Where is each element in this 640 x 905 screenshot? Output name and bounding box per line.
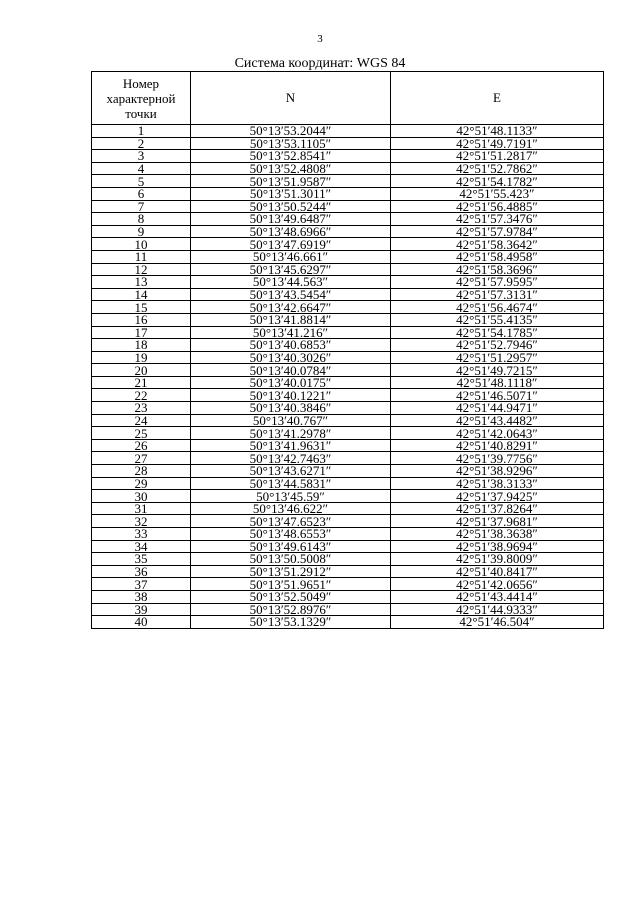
coordinates-table [91,71,604,629]
longitude-e-cell: 42°51′38.9296″ [391,465,604,478]
table-row [92,250,604,263]
point-number-cell: 2 [92,137,191,150]
point-number-cell: 4 [92,162,191,175]
latitude-n-cell: 50°13′52.8541″ [191,150,391,163]
table-row [92,515,604,528]
table-row [92,490,604,503]
point-number-cell: 26 [92,439,191,452]
latitude-n-cell: 50°13′40.3026″ [191,351,391,364]
point-number-cell: 39 [92,603,191,616]
table-row [92,301,604,314]
latitude-n-cell: 50°13′40.1221″ [191,389,391,402]
point-number-cell: 18 [92,339,191,352]
latitude-n-cell: 50°13′45.59″ [191,490,391,503]
header-longitude-e: E [391,72,604,125]
point-number-cell: 12 [92,263,191,276]
longitude-e-cell: 42°51′57.9784″ [391,225,604,238]
point-number-cell: 6 [92,187,191,200]
latitude-n-cell: 50°13′45.6297″ [191,263,391,276]
table-row [92,150,604,163]
coordinates-table-body [92,125,604,629]
table-row [92,590,604,603]
latitude-n-cell: 50°13′40.0175″ [191,376,391,389]
latitude-n-cell: 50°13′43.5454″ [191,288,391,301]
point-number-cell: 11 [92,250,191,263]
point-number-cell: 23 [92,402,191,415]
latitude-n-cell: 50°13′50.5244″ [191,200,391,213]
table-row [92,465,604,478]
longitude-e-cell: 42°51′37.9681″ [391,515,604,528]
table-row [92,225,604,238]
table-row [92,187,604,200]
latitude-n-cell: 50°13′51.9651″ [191,578,391,591]
point-number-cell: 9 [92,225,191,238]
longitude-e-cell: 42°51′39.8009″ [391,553,604,566]
latitude-n-cell: 50°13′46.622″ [191,502,391,515]
point-number-cell: 30 [92,490,191,503]
point-number-cell: 5 [92,175,191,188]
point-number-cell: 24 [92,414,191,427]
table-row [92,326,604,339]
longitude-e-cell: 42°51′54.1782″ [391,175,604,188]
table-row [92,137,604,150]
header-row [92,72,604,125]
longitude-e-cell: 42°51′52.7946″ [391,339,604,352]
longitude-e-cell: 42°51′55.423″ [391,187,604,200]
point-number-cell: 20 [92,364,191,377]
longitude-e-cell: 42°51′57.3131″ [391,288,604,301]
longitude-e-cell: 42°51′58.3642″ [391,238,604,251]
latitude-n-cell: 50°13′53.2044″ [191,125,391,138]
latitude-n-cell: 50°13′41.8814″ [191,313,391,326]
longitude-e-cell: 42°51′38.9694″ [391,540,604,553]
longitude-e-cell: 42°51′56.4885″ [391,200,604,213]
latitude-n-cell: 50°13′40.6853″ [191,339,391,352]
point-number-cell: 7 [92,200,191,213]
longitude-e-cell: 42°51′37.9425″ [391,490,604,503]
table-row [92,200,604,213]
point-number-cell: 21 [92,376,191,389]
longitude-e-cell: 42°51′54.1785″ [391,326,604,339]
latitude-n-cell: 50°13′42.6647″ [191,301,391,314]
longitude-e-cell: 42°51′51.2957″ [391,351,604,364]
latitude-n-cell: 50°13′47.6919″ [191,238,391,251]
table-row [92,389,604,402]
table-row [92,213,604,226]
latitude-n-cell: 50°13′40.3846″ [191,402,391,415]
longitude-e-cell: 42°51′51.2817″ [391,150,604,163]
table-row [92,578,604,591]
latitude-n-cell: 50°13′44.563″ [191,276,391,289]
longitude-e-cell: 42°51′49.7215″ [391,364,604,377]
point-number-cell: 8 [92,213,191,226]
table-row [92,125,604,138]
longitude-e-cell: 42°51′44.9471″ [391,402,604,415]
table-row [92,452,604,465]
point-number-cell: 40 [92,616,191,629]
latitude-n-cell: 50°13′53.1329″ [191,616,391,629]
point-number-cell: 10 [92,238,191,251]
longitude-e-cell: 42°51′46.504″ [391,616,604,629]
longitude-e-cell: 42°51′40.8417″ [391,565,604,578]
longitude-e-cell: 42°51′44.9333″ [391,603,604,616]
point-number-cell: 25 [92,427,191,440]
table-row [92,616,604,629]
latitude-n-cell: 50°13′51.3011″ [191,187,391,200]
longitude-e-cell: 42°51′37.8264″ [391,502,604,515]
table-row [92,540,604,553]
page-number: 3 [317,33,323,45]
point-number-cell: 27 [92,452,191,465]
table-row [92,364,604,377]
longitude-e-cell: 42°51′42.0656″ [391,578,604,591]
point-number-cell: 35 [92,553,191,566]
latitude-n-cell: 50°13′53.1105″ [191,137,391,150]
longitude-e-cell: 42°51′48.1118″ [391,376,604,389]
point-number-cell: 38 [92,590,191,603]
point-number-cell: 36 [92,565,191,578]
longitude-e-cell: 42°51′43.4482″ [391,414,604,427]
table-row [92,238,604,251]
latitude-n-cell: 50°13′41.216″ [191,326,391,339]
latitude-n-cell: 50°13′41.2978″ [191,427,391,440]
longitude-e-cell: 42°51′43.4414″ [391,590,604,603]
point-number-cell: 33 [92,528,191,541]
point-number-cell: 32 [92,515,191,528]
longitude-e-cell: 42°51′49.7191″ [391,137,604,150]
longitude-e-cell: 42°51′58.3696″ [391,263,604,276]
latitude-n-cell: 50°13′44.5831″ [191,477,391,490]
longitude-e-cell: 42°51′38.3133″ [391,477,604,490]
point-number-cell: 14 [92,288,191,301]
table-row [92,162,604,175]
table-row [92,477,604,490]
longitude-e-cell: 42°51′39.7756″ [391,452,604,465]
latitude-n-cell: 50°13′43.6271″ [191,465,391,478]
table-row [92,339,604,352]
longitude-e-cell: 42°51′57.3476″ [391,213,604,226]
latitude-n-cell: 50°13′51.9587″ [191,175,391,188]
longitude-e-cell: 42°51′40.8291″ [391,439,604,452]
table-row [92,565,604,578]
table-row [92,528,604,541]
point-number-cell: 3 [92,150,191,163]
longitude-e-cell: 42°51′52.7862″ [391,162,604,175]
point-number-cell: 17 [92,326,191,339]
latitude-n-cell: 50°13′42.7463″ [191,452,391,465]
latitude-n-cell: 50°13′52.8976″ [191,603,391,616]
table-row [92,263,604,276]
table-row [92,175,604,188]
point-number-cell: 16 [92,313,191,326]
point-number-cell: 1 [92,125,191,138]
longitude-e-cell: 42°51′38.3638″ [391,528,604,541]
latitude-n-cell: 50°13′52.5049″ [191,590,391,603]
longitude-e-cell: 42°51′58.4958″ [391,250,604,263]
latitude-n-cell: 50°13′46.661″ [191,250,391,263]
point-number-cell: 15 [92,301,191,314]
latitude-n-cell: 50°13′40.767″ [191,414,391,427]
table-row [92,288,604,301]
table-row [92,502,604,515]
longitude-e-cell: 42°51′57.9595″ [391,276,604,289]
latitude-n-cell: 50°13′47.6523″ [191,515,391,528]
point-number-cell: 28 [92,465,191,478]
latitude-n-cell: 50°13′48.6966″ [191,225,391,238]
point-number-cell: 31 [92,502,191,515]
latitude-n-cell: 50°13′51.2912″ [191,565,391,578]
longitude-e-cell: 42°51′42.0643″ [391,427,604,440]
point-number-cell: 34 [92,540,191,553]
latitude-n-cell: 50°13′48.6553″ [191,528,391,541]
coordinate-system-caption: Система координат: WGS 84 [234,56,406,71]
table-row [92,439,604,452]
latitude-n-cell: 50°13′41.9631″ [191,439,391,452]
table-row [92,414,604,427]
point-number-cell: 37 [92,578,191,591]
longitude-e-cell: 42°51′46.5071″ [391,389,604,402]
longitude-e-cell: 42°51′48.1133″ [391,125,604,138]
table-row [92,603,604,616]
table-row [92,376,604,389]
header-point-number: Номер характерной точки [92,72,191,125]
coordinates-table-header [92,72,604,125]
latitude-n-cell: 50°13′49.6143″ [191,540,391,553]
table-row [92,402,604,415]
latitude-n-cell: 50°13′49.6487″ [191,213,391,226]
table-row [92,427,604,440]
point-number-cell: 13 [92,276,191,289]
point-number-cell: 29 [92,477,191,490]
table-row [92,351,604,364]
table-row [92,276,604,289]
longitude-e-cell: 42°51′55.4135″ [391,313,604,326]
point-number-cell: 22 [92,389,191,402]
table-row [92,313,604,326]
latitude-n-cell: 50°13′52.4808″ [191,162,391,175]
latitude-n-cell: 50°13′50.5008″ [191,553,391,566]
point-number-cell: 19 [92,351,191,364]
header-latitude-n: N [191,72,391,125]
table-row [92,553,604,566]
longitude-e-cell: 42°51′56.4674″ [391,301,604,314]
latitude-n-cell: 50°13′40.0784″ [191,364,391,377]
